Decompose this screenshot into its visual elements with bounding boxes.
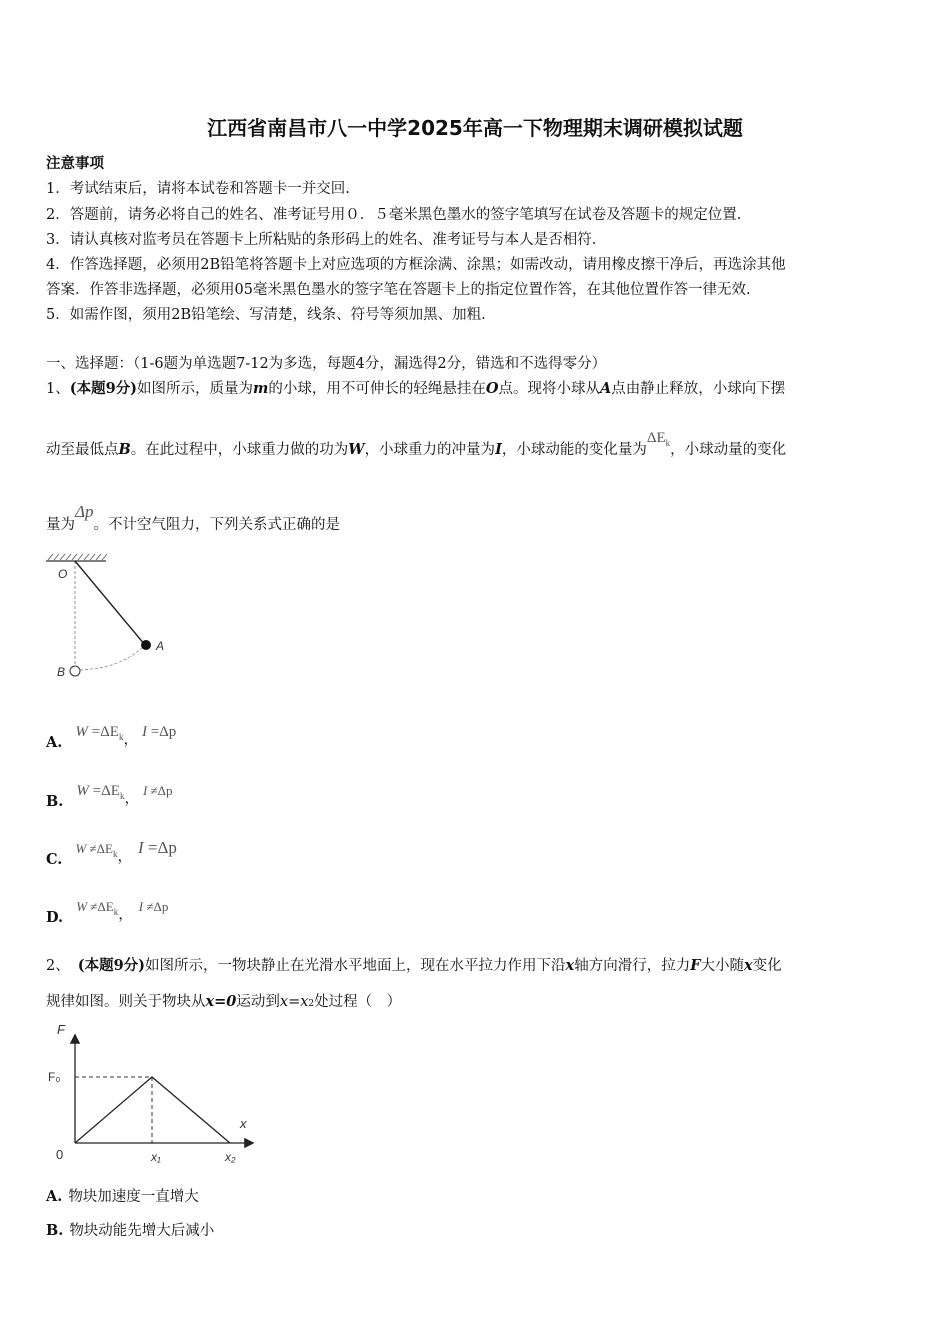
graph-f0-label: F₀ <box>48 1070 61 1084</box>
q1-score: (本题9分) <box>69 380 138 397</box>
notice-heading: 注意事项 <box>46 155 104 172</box>
pendulum-figure <box>40 548 180 683</box>
notice-item: 4．作答选择题，必须用2B铅笔将答题卡上对应选项的方框涂满、涂黑；如需改动，请用橡皮擦干净后，再选涂其他 <box>46 257 786 273</box>
page-title: 江西省南昌市八一中学2025年高一下物理期末调研模拟试题 <box>207 116 743 140</box>
q1-option-a[interactable]: A. $W =\Delta E_k$， I =Δp <box>46 724 177 751</box>
notice-item: 答案．作答非选择题，必须用05毫米黑色墨水的签字笔在答题卡上的指定位置作答，在其他位置作答一律无效. <box>46 282 751 298</box>
q1-line3: 量为Δp。不计空气阻力，下列关系式正确的是 <box>46 502 340 533</box>
graph-f-label: F <box>57 1022 65 1037</box>
q2-option-a[interactable]: A. 物块加速度一直增大 <box>46 1188 199 1205</box>
q1-line2: 动至最低点B。在此过程中，小球重力做的功为W，小球重力的冲量为I，小球动能的变化量为$\Delta E_k$，小球动量的变化 <box>46 430 787 458</box>
notice-item: 1．考试结束后，请将本试卷和答题卡一并交回. <box>46 181 350 197</box>
delta-ek-symbol: $\Delta E_k$ <box>646 430 671 448</box>
ball-a <box>141 640 151 650</box>
label-b: B <box>57 665 66 679</box>
notice-item: 3．请认真核对监考员在答题卡上所粘贴的条形码上的姓名、准考证号与本人是否相符. <box>46 232 597 248</box>
q1-option-d[interactable]: D. $W \ne\Delta E_k$，I ≠Δp <box>46 899 169 926</box>
delta-p-symbol: Δp <box>75 502 94 521</box>
q1-number: 1、 <box>46 381 70 397</box>
q2-number: 2、 <box>46 958 70 974</box>
swing-arc <box>75 645 145 670</box>
q1-option-b[interactable]: B. $W =\Delta E_k$，I ≠Δp <box>46 783 173 810</box>
graph-x2-label: x₂ <box>225 1150 236 1164</box>
graph-x-label: x <box>240 1116 247 1131</box>
pendulum-string <box>75 561 145 645</box>
graph-origin-label: 0 <box>56 1147 64 1162</box>
label-o: O <box>58 567 68 581</box>
q2-line2: 规律如图。则关于物块从x=0运动到x=x2处过程（ ） <box>46 993 402 1010</box>
section-heading: 一、选择题：（1-6题为单选题7-12为多选，每题4分，漏选得2分，错选和不选得零分） <box>46 356 607 372</box>
ball-b <box>70 666 80 676</box>
q1-option-c[interactable]: C. $W \ne\Delta E_k$， I =Δp <box>46 838 177 868</box>
q2-score: (本题9分) <box>77 957 146 974</box>
notice-item: 5．如需作图，须用2B铅笔绘、写清楚，线条、符号等须加黑、加粗. <box>46 307 486 323</box>
q2-line1: 2、 (本题9分)如图所示，一物块静止在光滑水平地面上，现在水平拉力作用下沿x轴方向滑行，拉力F大小随x变化 <box>46 957 782 974</box>
graph-x1-label: x₁ <box>151 1150 161 1164</box>
force-graph <box>40 1018 265 1168</box>
notice-item: 2．答题前，请务必将自己的姓名、准考证号用０．５毫米黑色墨水的签字笔填写在试卷及答题卡的规定位置. <box>46 207 742 223</box>
q1-line1: 1、(本题9分)如图所示，质量为m的小球，用不可伸长的轻绳悬挂在O点。现将小球从A点由静止释放，小球向下摆 <box>46 380 786 397</box>
label-a: A <box>156 639 165 653</box>
q2-option-b[interactable]: B. 物块动能先增大后减小 <box>46 1222 215 1239</box>
